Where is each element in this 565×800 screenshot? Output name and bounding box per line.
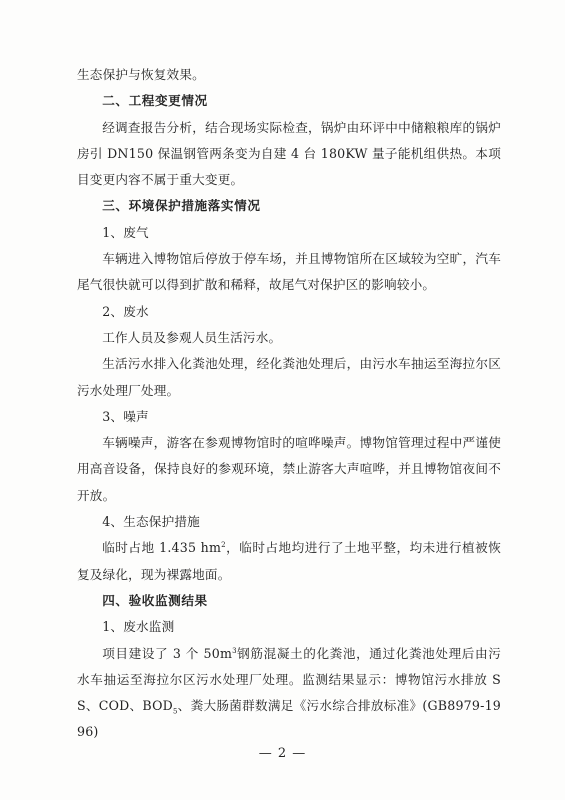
text-segment: 临时占地 1.435 hm (102, 540, 222, 556)
subheading-noise: 3、噪声 (102, 408, 149, 424)
subheading-exhaust-gas: 1、废气 (102, 224, 149, 240)
subscript: 5 (172, 707, 178, 716)
paragraph-wastewater-source: 工作人员及参观人员生活污水。 (102, 329, 282, 345)
document-body (77, 62, 501, 746)
paragraph-exhaust-gas: 车辆进入博物馆后停放于停车场，并且博物馆所在区域较为空旷，汽车尾气很快就可以得到扩散和稀释，故尾气对保护区的影响较小。 (77, 251, 501, 293)
paragraph-engineering-changes: 经调查报告分析，结合现场实际检查，锅炉由环评中中储粮粮库的锅炉房引 DN150 保温钢管两条变为自建 4 台 180KW 量子能机组供热。本项目变更内容不属于重大变更。 (77, 119, 501, 188)
paragraph-wastewater-treatment: 生活污水排入化粪池处理，经化粪池处理后，由污水车抽运至海拉尔区污水处理厂处理。 (77, 356, 501, 398)
section-heading-environmental-measures: 三、环境保护措施落实情况 (102, 198, 261, 214)
section-heading-monitoring-results: 四、验收监测结果 (102, 592, 208, 608)
subheading-ecological-protection: 4、生态保护措施 (102, 514, 200, 530)
subheading-wastewater: 2、废水 (102, 303, 149, 319)
text-segment: 项目建设了 3 个 50m (102, 645, 233, 661)
superscript: 2 (221, 541, 226, 550)
superscript: 3 (232, 646, 237, 655)
text-segment: 钢筋混凝土的化粪池，通过化粪池处理后由污水车抽运至海拉尔区污水处理厂处理。监测结果显示：博物馆污水排放 SS、COD、BOD (77, 645, 502, 714)
section-heading-engineering-changes: 二、工程变更情况 (102, 93, 208, 109)
paragraph-wastewater-monitoring (77, 641, 501, 746)
paragraph-noise: 车辆噪声，游客在参观博物馆时的喧哗噪声。博物馆管理过程中严谨使用高音设备，保持良好的参观环境，禁止游客大声喧哗，并且博物馆夜间不开放。 (77, 435, 501, 503)
text-segment: 、粪大肠菌群数满足《污水综合排放标准》(GB8979-1996) (77, 698, 501, 740)
paragraph-ecological-protection (77, 535, 501, 588)
page-number: — 2 — (258, 746, 307, 761)
text-segment: ，临时占地均进行了土地平整，均未进行植被恢复及绿化，现为裸露地面。 (77, 540, 501, 582)
paragraph-continuation: 生态保护与恢复效果。 (77, 67, 205, 82)
subheading-wastewater-monitoring: 1、废水监测 (102, 619, 175, 635)
